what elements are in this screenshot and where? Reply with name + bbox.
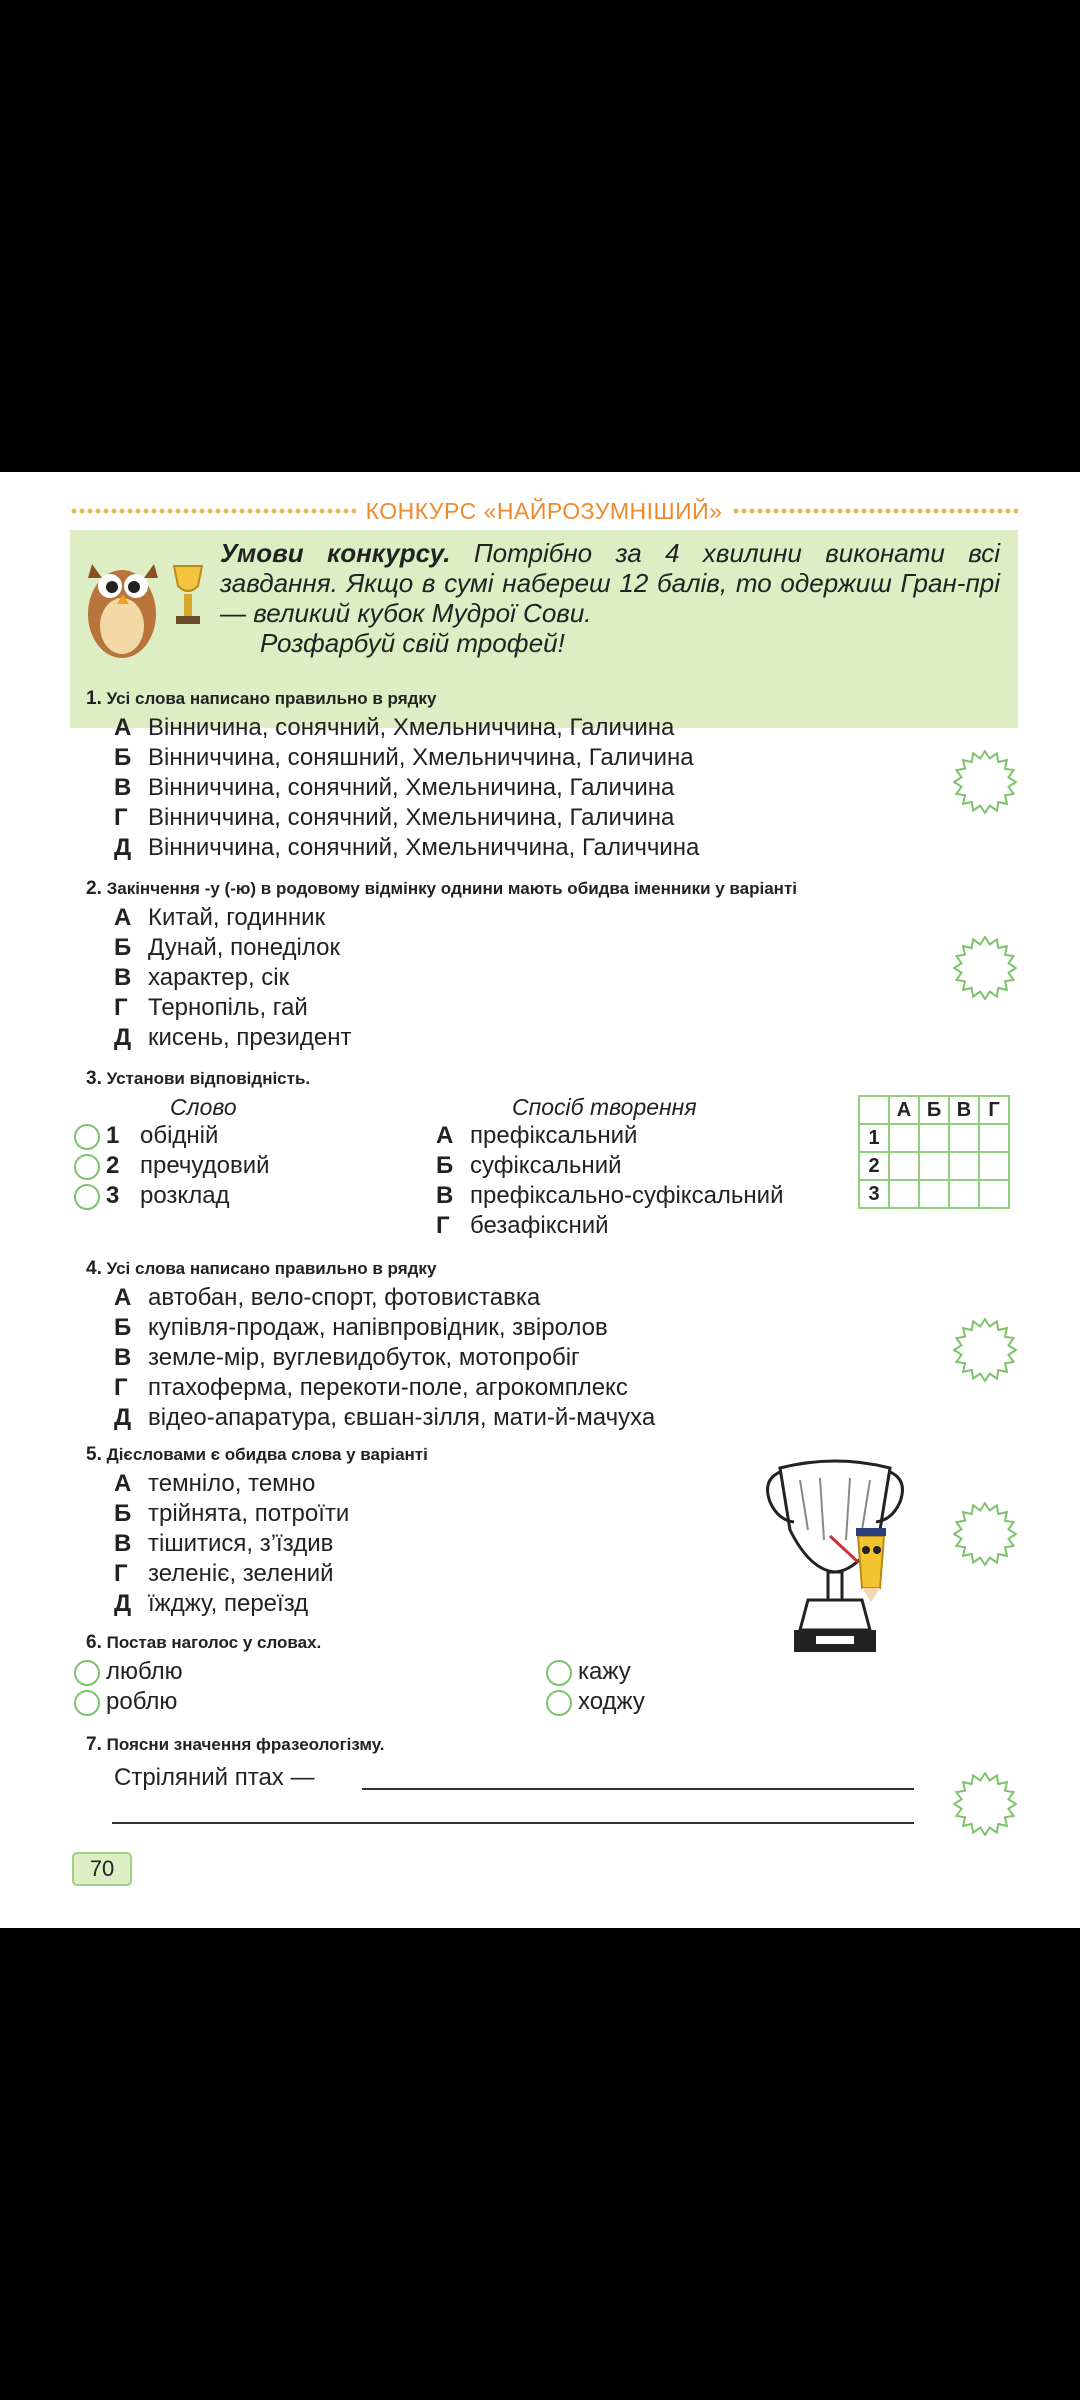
option-letter: Б (114, 1500, 132, 1527)
grid-cell[interactable] (889, 1180, 919, 1208)
score-starburst-q4 (953, 1318, 1017, 1382)
conditions-text (220, 538, 1000, 628)
q7-answer-line-2[interactable] (112, 1822, 914, 1824)
option-text: тішитися, з’їздив (148, 1530, 334, 1557)
option-letter: Д (114, 1024, 132, 1051)
q5-option-3[interactable] (114, 1530, 333, 1558)
option-text: Вінниччина, сонячний, Хмельничина, Галичина (148, 804, 675, 831)
option-text: Дунай, понеділок (148, 934, 340, 961)
word-text: розклад (140, 1182, 230, 1209)
trophy-cup-illustration (760, 1450, 910, 1660)
workbook-page (0, 472, 1080, 1928)
word-number: 3 (106, 1182, 120, 1209)
conditions-color-task: Розфарбуй свій трофей! (260, 628, 565, 658)
conditions-body: Потрібно за 4 хвилини виконати всі завдання. Якщо в сумі набереш 12 балів, то одержиш Гран-прі — великий кубок Мудрої Сови. (220, 538, 1001, 628)
option-letter: Г (114, 1560, 128, 1587)
q7-prompt (86, 1734, 384, 1756)
q4-option-1[interactable] (114, 1284, 540, 1312)
method-text: безафіксний (470, 1212, 609, 1239)
word-number: 2 (106, 1152, 120, 1179)
q3-method-3 (436, 1182, 784, 1210)
grid-row-1: 1 (859, 1124, 889, 1152)
method-letter: Г (436, 1212, 450, 1239)
option-letter: Г (114, 1374, 128, 1401)
option-text: Вінниччина, соняшний, Хмельниччина, Галичина (148, 744, 694, 771)
q4-prompt (86, 1258, 436, 1280)
method-text: суфіксальний (470, 1152, 622, 1179)
q2-number: 2. (86, 878, 102, 899)
q6-word-text: ходжу (578, 1688, 645, 1715)
accent-circle[interactable] (546, 1690, 572, 1716)
q5-text: Дієсловами є обидва слова у варіанті (106, 1445, 428, 1464)
score-starburst-q5 (953, 1502, 1017, 1566)
q3-word-3 (74, 1182, 230, 1210)
q6-word-4 (546, 1688, 645, 1716)
q6-word-3 (546, 1658, 631, 1686)
method-letter: А (436, 1122, 454, 1149)
grid-col-a: А (889, 1096, 919, 1124)
answer-circle[interactable] (74, 1154, 100, 1180)
contest-header (70, 496, 1018, 526)
grid-cell[interactable] (949, 1180, 979, 1208)
option-letter: В (114, 964, 132, 991)
grid-col-g: Г (979, 1096, 1009, 1124)
option-text: Китай, годинник (148, 904, 326, 931)
q2-option-3[interactable] (114, 964, 289, 992)
option-letter: А (114, 1470, 132, 1497)
q3-text: Установи відповідність. (106, 1069, 311, 1088)
q3-number: 3. (86, 1068, 102, 1089)
grid-col-b: Б (919, 1096, 949, 1124)
q1-option-5[interactable] (114, 834, 699, 862)
q2-option-1[interactable] (114, 904, 325, 932)
q2-prompt (86, 878, 797, 900)
method-letter: Б (436, 1152, 454, 1179)
score-starburst-q7 (953, 1772, 1017, 1836)
q5-prompt (86, 1444, 428, 1466)
q5-number: 5. (86, 1444, 102, 1465)
q3-prompt (86, 1068, 310, 1090)
option-text: Вінничина, сонячний, Хмельниччина, Галичина (148, 714, 675, 741)
option-letter: Б (114, 744, 132, 771)
q6-word-text: люблю (106, 1658, 183, 1685)
q2-text: Закінчення -у (-ю) в родовому відмінку однини мають обидва іменники у варіанті (106, 879, 797, 898)
method-text: префіксальний (470, 1122, 638, 1149)
q3-method-1 (436, 1122, 637, 1150)
option-text: їжджу, переїзд (148, 1590, 309, 1617)
answer-circle[interactable] (74, 1124, 100, 1150)
option-letter: А (114, 714, 132, 741)
q6-number: 6. (86, 1632, 102, 1653)
header-dots-left (70, 507, 356, 515)
q6-prompt (86, 1632, 321, 1654)
option-letter: Г (114, 804, 128, 831)
method-text: префіксально-суфіксальний (470, 1182, 784, 1209)
method-letter: В (436, 1182, 454, 1209)
grid-cell[interactable] (919, 1180, 949, 1208)
option-letter: В (114, 774, 132, 801)
q6-word-text: роблю (106, 1688, 178, 1715)
q5-option-4[interactable] (114, 1560, 334, 1588)
option-text: темніло, темно (148, 1470, 316, 1497)
option-letter: Д (114, 1590, 132, 1617)
word-text: обідній (140, 1122, 219, 1149)
q3-answer-grid (858, 1095, 1010, 1209)
q3-word-1 (74, 1122, 218, 1150)
q1-number: 1. (86, 688, 102, 709)
grid-cell[interactable] (919, 1152, 949, 1180)
option-text: кисень, президент (148, 1024, 352, 1051)
q1-option-1[interactable] (114, 714, 674, 742)
q1-option-2[interactable] (114, 744, 694, 772)
grid-cell[interactable] (979, 1180, 1009, 1208)
grid-cell[interactable] (979, 1152, 1009, 1180)
q2-option-5[interactable] (114, 1024, 352, 1052)
q5-option-2[interactable] (114, 1500, 349, 1528)
option-text: купівля-продаж, напівпровідник, звіролов (148, 1314, 608, 1341)
q6-word-1 (74, 1658, 183, 1686)
page-number: 70 (72, 1852, 132, 1886)
grid-col-v: В (949, 1096, 979, 1124)
option-letter: Б (114, 934, 132, 961)
grid-cell[interactable] (889, 1152, 919, 1180)
q7-answer-line-1[interactable] (362, 1788, 914, 1790)
q1-prompt (86, 688, 436, 710)
q3-col-method: Спосіб творення (512, 1094, 697, 1120)
q7-text: Поясни значення фразеологізму. (106, 1735, 385, 1754)
grid-corner (859, 1096, 889, 1124)
answer-circle[interactable] (74, 1184, 100, 1210)
grid-cell[interactable] (979, 1124, 1009, 1152)
q4-option-2[interactable] (114, 1314, 608, 1342)
grid-row-3: 3 (859, 1180, 889, 1208)
header-dots-right (732, 507, 1018, 515)
q2-option-2[interactable] (114, 934, 340, 962)
option-text: Вінниччина, сонячний, Хмельничина, Галичина (148, 774, 675, 801)
q5-option-5[interactable] (114, 1590, 308, 1618)
accent-circle[interactable] (74, 1690, 100, 1716)
option-letter: В (114, 1344, 132, 1371)
option-letter: Д (114, 834, 132, 861)
q3-word-2 (74, 1152, 270, 1180)
option-letter: Д (114, 1404, 132, 1431)
option-text: Вінниччина, сонячний, Хмельниччина, Галиччина (148, 834, 700, 861)
conditions-lead: Умови конкурсу. (220, 538, 451, 568)
option-text: автобан, вело-спорт, фотовиставка (148, 1284, 541, 1311)
option-text: земле-мір, вуглевидобуток, мотопробіг (148, 1344, 580, 1371)
owl-with-cup-illustration (74, 534, 214, 664)
option-letter: В (114, 1530, 132, 1557)
q2-option-4[interactable] (114, 994, 308, 1022)
q5-option-1[interactable] (114, 1470, 315, 1498)
q1-option-4[interactable] (114, 804, 674, 832)
q4-option-4[interactable] (114, 1374, 628, 1402)
option-letter: Б (114, 1314, 132, 1341)
option-letter: Г (114, 994, 128, 1021)
score-starburst-q1 (953, 750, 1017, 814)
q6-word-2 (74, 1688, 177, 1716)
grid-cell[interactable] (949, 1124, 979, 1152)
option-letter: А (114, 904, 132, 931)
q7-number: 7. (86, 1734, 102, 1755)
q4-number: 4. (86, 1258, 102, 1279)
q4-text: Усі слова написано правильно в рядку (106, 1259, 437, 1278)
accent-circle[interactable] (74, 1660, 100, 1686)
grid-cell[interactable] (889, 1124, 919, 1152)
q4-option-5[interactable] (114, 1404, 655, 1432)
accent-circle[interactable] (546, 1660, 572, 1686)
contest-title: КОНКУРС «НАЙРОЗУМНІШИЙ» (365, 497, 723, 524)
grid-cell[interactable] (949, 1152, 979, 1180)
q4-option-3[interactable] (114, 1344, 580, 1372)
option-text: птахоферма, перекоти-поле, агрокомплекс (148, 1374, 628, 1401)
q6-text: Постав наголос у словах. (106, 1633, 322, 1652)
option-text: відео-апаратура, євшан-зілля, мати-й-мачуха (148, 1404, 656, 1431)
q1-option-3[interactable] (114, 774, 674, 802)
option-text: Тернопіль, гай (148, 994, 308, 1021)
q3-method-4 (436, 1212, 609, 1240)
q1-text: Усі слова написано правильно в рядку (106, 689, 437, 708)
option-text: трійнята, потроїти (148, 1500, 350, 1527)
option-text: характер, сік (148, 964, 290, 991)
q7-phrase: Стріляний птах — (114, 1764, 315, 1791)
option-letter: А (114, 1284, 132, 1311)
q6-word-text: кажу (578, 1658, 631, 1685)
grid-cell[interactable] (919, 1124, 949, 1152)
q3-col-word: Слово (170, 1094, 237, 1120)
q3-method-2 (436, 1152, 622, 1180)
grid-row-2: 2 (859, 1152, 889, 1180)
option-text: зеленіє, зелений (148, 1560, 334, 1587)
word-text: пречудовий (140, 1152, 270, 1179)
word-number: 1 (106, 1122, 120, 1149)
score-starburst-q2 (953, 936, 1017, 1000)
